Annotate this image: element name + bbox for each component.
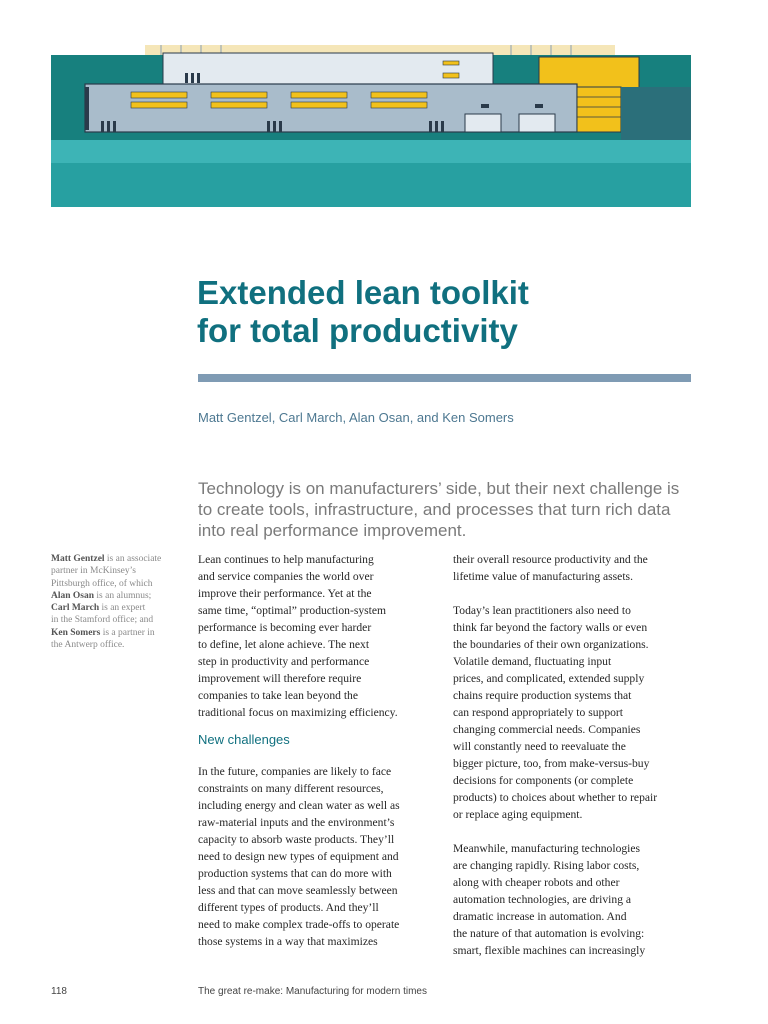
text-line: smart, flexible machines can increasingly (453, 944, 646, 957)
text-line: including energy and clean water as well as (198, 799, 400, 812)
text-line: performance is becoming ever harder (198, 621, 372, 634)
sidenote-line: the Antwerp office. (51, 640, 125, 651)
text-line: raw-material inputs and the environment’s (198, 816, 395, 829)
sidenote-line: Pittsburgh office, of which (51, 578, 153, 589)
text-line: companies to take lean beyond the (198, 689, 359, 702)
text-line: capacity to absorb waste products. They’ll (198, 833, 395, 846)
title-line-2: for total productivity (197, 312, 518, 349)
sidenote-line: partner in McKinsey’s (51, 566, 136, 577)
text-line: traditional focus on maximizing efficiency. (198, 706, 398, 719)
text-line: along with cheaper robots and other (453, 876, 620, 889)
paragraph (453, 551, 693, 585)
sidenote-line: Carl March is an expert (51, 603, 146, 614)
text-line: less and that can move seamlessly between (198, 884, 398, 897)
text-line: need to make complex trade-offs to operate (198, 918, 400, 931)
section-heading: New challenges (198, 732, 290, 747)
text-line: production systems that can do more with (198, 867, 392, 880)
paragraph (453, 602, 693, 823)
text-line: improvement will therefore require (198, 672, 362, 685)
text-line: bigger picture, too, from make-versus-buy (453, 757, 650, 770)
text-line: are changing rapidly. Rising labor costs, (453, 859, 640, 872)
text-line: those systems in a way that maximizes (198, 935, 378, 948)
dek-line: Technology is on manufacturers’ side, but their next challenge is (198, 479, 680, 498)
text-line: and service companies the world over (198, 570, 374, 583)
text-line: Meanwhile, manufacturing technologies (453, 842, 641, 855)
text-line: Volatile demand, fluctuating input (453, 655, 612, 668)
text-line: constraints on many different resources, (198, 782, 384, 795)
text-line: lifetime value of manufacturing assets. (453, 570, 633, 583)
paragraph (198, 551, 438, 721)
dek-line: into real performance improvement. (198, 521, 467, 540)
page-number: 118 (51, 986, 67, 997)
title-rule (198, 374, 691, 382)
sidenote-line: Matt Gentzel is an associate (51, 554, 162, 564)
sidenote-line: Ken Somers is a partner in (51, 627, 155, 638)
body-column-left (198, 551, 438, 950)
text-line: Today’s lean practitioners also need to (453, 604, 631, 617)
text-line: their overall resource productivity and the (453, 553, 648, 566)
text-line: think far beyond the factory walls or even (453, 621, 648, 634)
text-line: same time, “optimal” production-system (198, 604, 387, 617)
text-line: automation technologies, are driving a (453, 893, 632, 906)
text-line: chains require production systems that (453, 689, 632, 702)
paragraph (198, 763, 438, 950)
text-line: In the future, companies are likely to face (198, 765, 392, 778)
author-bio-sidenote (51, 553, 186, 651)
text-line: step in productivity and performance (198, 655, 370, 668)
text-line: products) to choices about whether to repair (453, 791, 658, 804)
text-line: the boundaries of their own organizations. (453, 638, 649, 651)
text-line: can respond appropriately to support (453, 706, 623, 719)
author-byline: Matt Gentzel, Carl March, Alan Osan, and Ken Somers (198, 410, 514, 425)
text-line: prices, and complicated, extended supply (453, 672, 645, 685)
text-line: improve their performance. Yet at the (198, 587, 372, 600)
factory-illustration (51, 45, 691, 207)
article-title (197, 274, 529, 350)
text-line: the nature of that automation is evolving: (453, 927, 645, 940)
text-line: decisions for components (or complete (453, 774, 634, 787)
article-dek (198, 478, 698, 541)
title-line-1: Extended lean toolkit (197, 274, 529, 311)
text-line: will constantly need to reevaluate the (453, 740, 626, 753)
sidenote-line: Alan Osan is an alumnus; (51, 590, 152, 601)
sidenote-line: in the Stamford office; and (51, 615, 154, 626)
text-line: different types of products. And they’ll (198, 901, 379, 914)
text-line: to define, let alone achieve. The next (198, 638, 370, 651)
text-line: need to design new types of equipment and (198, 850, 399, 863)
running-head: The great re-make: Manufacturing for modern times (198, 986, 427, 997)
paragraph (453, 840, 693, 959)
body-column-right (453, 551, 693, 959)
text-line: or replace aging equipment. (453, 808, 583, 821)
text-line: changing commercial needs. Companies (453, 723, 641, 736)
dek-line: to create tools, infrastructure, and processes that turn rich data (198, 500, 671, 519)
text-line: dramatic increase in automation. And (453, 910, 627, 923)
text-line: Lean continues to help manufacturing (198, 553, 374, 566)
